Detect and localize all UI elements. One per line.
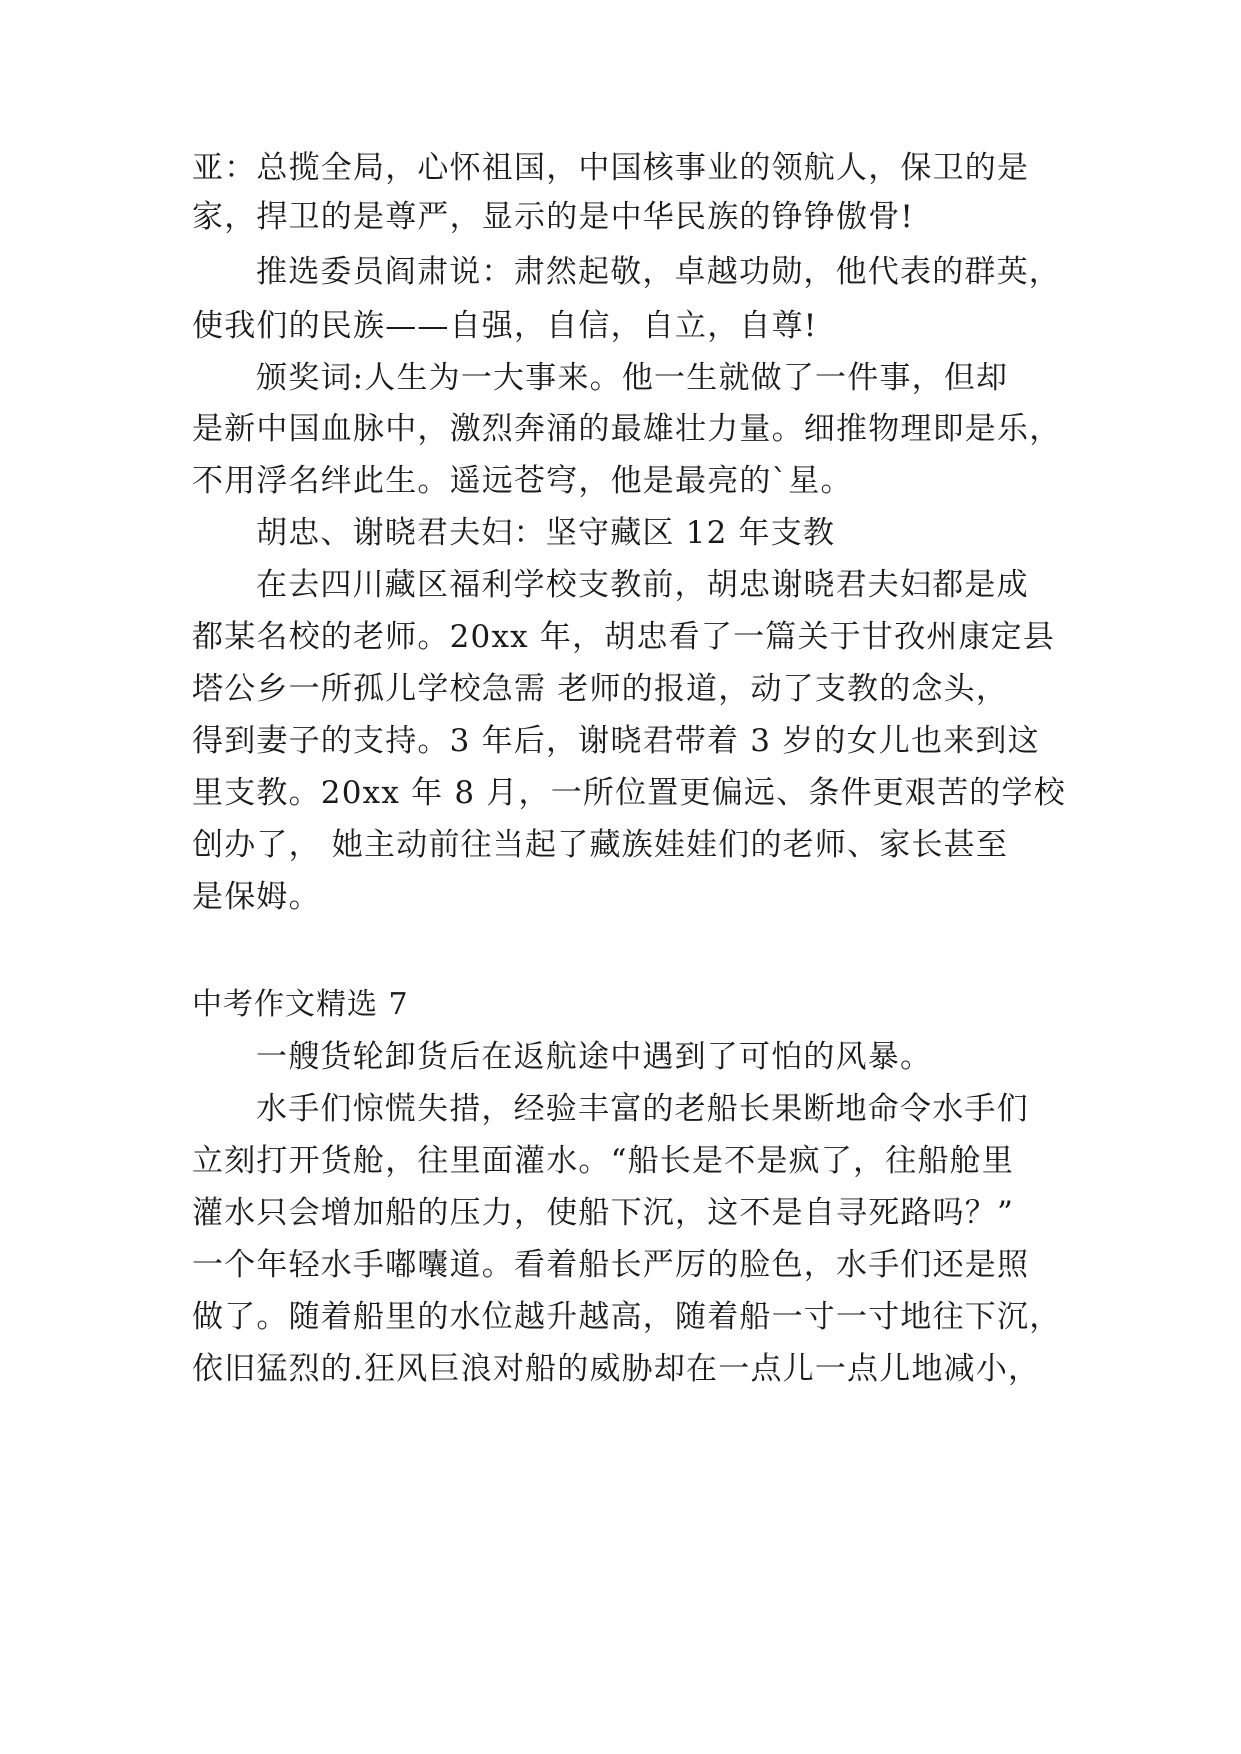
paragraph-line: 胡忠、谢晓君夫妇：坚守藏区 12 年支教 [256,515,836,551]
paragraph-line: 得到妻子的支持。3 年后，谢晓君带着 3 岁的女儿也来到这 [192,723,1040,759]
paragraph-line: 使我们的民族——自强，自信，自立，自尊! [192,308,818,344]
paragraph-line: 灌水只会增加船的压力，使船下沉，这不是自寻死路吗？” [192,1195,1015,1231]
paragraph-line: 推选委员阎肃说：肃然起敬，卓越功勋，他代表的群英， [256,254,1061,290]
paragraph-line: 一个年轻水手嘟囔道。看着船长严厉的脸色，水手们还是照 [192,1247,1030,1283]
paragraph-line: 家，捍卫的是尊严，显示的是中华民族的铮铮傲骨! [192,199,915,235]
paragraph-line: 依旧猛烈的.狂风巨浪对船的威胁却在一点儿一点儿地减小， [192,1351,1041,1387]
section-title: 中考作文精选 7 [192,987,409,1022]
paragraph-line: 创办了， 她主动前往当起了藏族娃娃们的老师、家长甚至 [192,827,1009,863]
paragraph-line: 做了。随着船里的水位越升越高，随着船一寸一寸地往下沉， [192,1299,1062,1335]
paragraph-line: 水手们惊慌失措，经验丰富的老船长果断地命令水手们 [256,1091,1029,1127]
paragraph-line: 塔公乡一所孤儿学校急需 老师的报道，动了支教的念头， [192,671,1009,707]
paragraph-line: 里支教。20xx 年 8 月，一所位置更偏远、条件更艰苦的学校 [192,775,1066,811]
paragraph-line: 不用浮名绊此生。遥远苍穹，他是最亮的`星。 [192,463,853,499]
paragraph-line: 亚：总揽全局，心怀祖国，中国核事业的领航人，保卫的是 [192,150,1030,186]
paragraph-line: 是保姆。 [192,879,321,915]
paragraph-line: 一艘货轮卸货后在返航途中遇到了可怕的风暴。 [256,1039,933,1075]
paragraph-line: 颁奖词:人生为一大事来。他一生就做了一件事，但却 [256,360,1009,396]
paragraph-line: 是新中国血脉中，激烈奔涌的最雄壮力量。细推物理即是乐， [192,411,1062,447]
paragraph-line: 立刻打开货舱，往里面灌水。“船长是不是疯了，往船舱里 [192,1143,1015,1179]
paragraph-line: 都某名校的老师。20xx 年，胡忠看了一篇关于甘孜州康定县 [192,619,1056,655]
paragraph-line: 在去四川藏区福利学校支教前，胡忠谢晓君夫妇都是成 [256,567,1029,603]
